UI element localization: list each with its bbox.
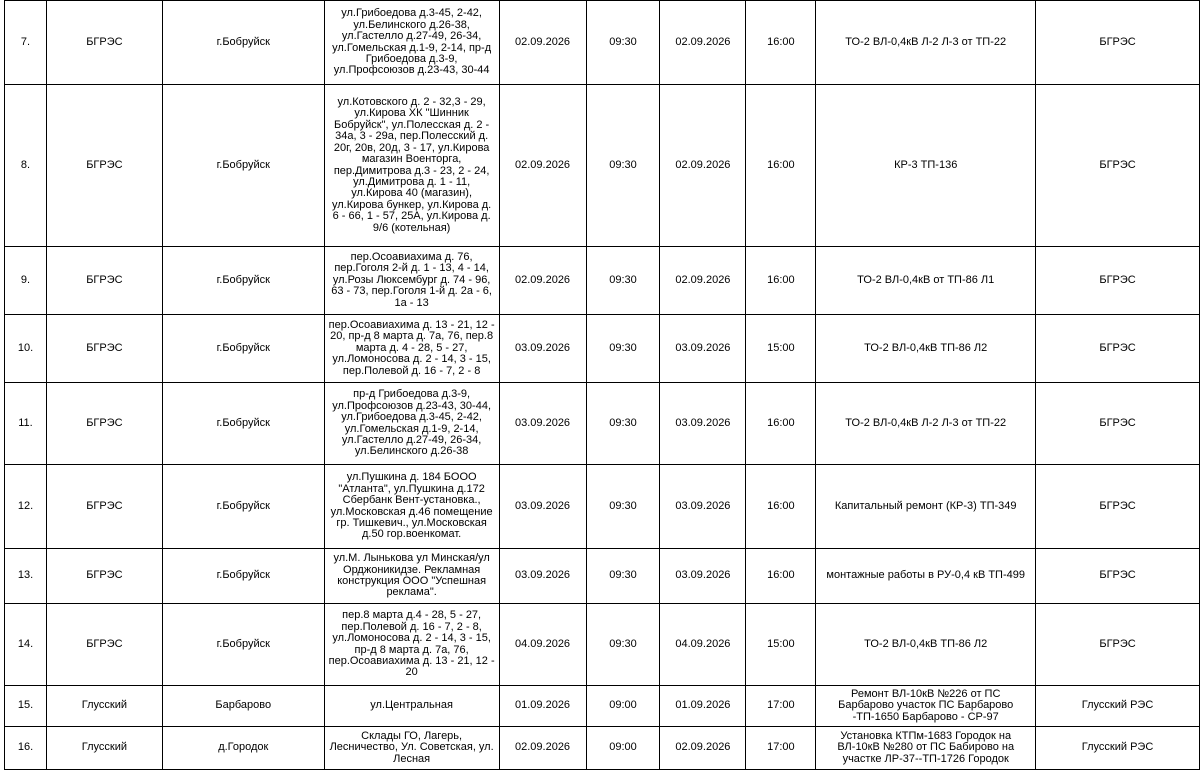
row-number: 8.	[5, 85, 47, 247]
start-time: 09:30	[586, 383, 660, 465]
start-date: 02.09.2026	[499, 85, 586, 247]
work-line: ТО-2 ВЛ-0,4кВ ТП-86 Л2	[864, 341, 988, 354]
locality: г.Бобруйск	[162, 383, 324, 465]
address-line: пр-д 8 марта д. 7а, 76,	[354, 643, 469, 656]
work-line: ТО-2 ВЛ-0,4кВ Л-2 Л-3 от ТП-22	[845, 35, 1007, 48]
end-date: 02.09.2026	[660, 247, 746, 315]
addresses	[324, 465, 499, 549]
table-row	[5, 383, 1200, 465]
work-description	[816, 383, 1036, 465]
address-line: Орджоникидзе. Рекламная	[343, 563, 481, 576]
res-name: БГРЭС	[46, 549, 162, 604]
end-time: 16:00	[746, 465, 816, 549]
work-description	[816, 247, 1036, 315]
work-description	[816, 315, 1036, 383]
work-line: монтажные работы в РУ-0,4 кВ ТП-499	[826, 569, 1025, 582]
res-name: Глусский	[46, 727, 162, 770]
address-line: 1а - 13	[394, 296, 429, 309]
address-line: пер.Осоавиахима д. 13 - 21, 12 -	[328, 654, 495, 667]
address-line: пер.Полевой д. 16 - 7, 2 - 8,	[341, 620, 482, 633]
start-date: 02.09.2026	[499, 727, 586, 770]
work-line: участке ЛР-37--ТП-1726 Городок	[842, 752, 1009, 765]
organization: БГРЭС	[1036, 1, 1200, 85]
locality: г.Бобруйск	[162, 549, 324, 604]
organization: БГРЭС	[1036, 247, 1200, 315]
table-row	[5, 247, 1200, 315]
end-date: 03.09.2026	[660, 383, 746, 465]
start-time: 09:30	[586, 85, 660, 247]
address-line: марта д. 4 - 28, 5 - 27,	[355, 341, 468, 354]
addresses	[324, 686, 499, 727]
organization: БГРЭС	[1036, 315, 1200, 383]
end-time: 16:00	[746, 247, 816, 315]
organization: БГРЭС	[1036, 604, 1200, 686]
work-description	[816, 85, 1036, 247]
start-time: 09:00	[586, 686, 660, 727]
address-line: 9/6 (котельная)	[372, 221, 451, 234]
address-line: реклама".	[386, 586, 437, 599]
address-line: конструкция ООО "Успешная	[337, 575, 487, 587]
end-time: 16:00	[746, 383, 816, 465]
address-line: пер.Гоголя 2-й д. 1 - 13, 4 - 14,	[334, 262, 489, 275]
address-line: пер.8 марта д.4 - 28, 5 - 27,	[342, 609, 482, 622]
address-line: ул.Кирова 40 (магазин),	[351, 187, 473, 200]
work-line: ТО-2 ВЛ-0,4кВ ТП-86 Л2	[864, 637, 988, 650]
res-name: БГРЭС	[46, 315, 162, 383]
table-row	[5, 465, 1200, 549]
address-line: Лесная	[393, 752, 431, 765]
work-description	[816, 465, 1036, 549]
row-number: 15.	[5, 686, 47, 727]
address-line: ул.Центральная	[370, 699, 453, 712]
locality: г.Бобруйск	[162, 247, 324, 315]
start-date: 02.09.2026	[499, 1, 586, 85]
work-description	[816, 727, 1036, 770]
organization: БГРЭС	[1036, 549, 1200, 604]
start-date: 02.09.2026	[499, 247, 586, 315]
row-number: 14.	[5, 604, 47, 686]
start-time: 09:30	[586, 604, 660, 686]
address-line: Лесничество, Ул. Советская, ул.	[329, 741, 494, 754]
address-line: ул.Гастелло д.27-49, 26-34,	[341, 433, 482, 446]
start-date: 04.09.2026	[499, 604, 586, 686]
address-line: ул.Ломоносова д. 2 - 14, 3 - 15,	[332, 632, 491, 645]
start-time: 09:00	[586, 727, 660, 770]
start-time: 09:30	[586, 465, 660, 549]
end-date: 03.09.2026	[660, 549, 746, 604]
work-line: Ремонт ВЛ-10кВ №226 от ПС	[851, 687, 1001, 700]
locality: г.Бобруйск	[162, 1, 324, 85]
table-row	[5, 315, 1200, 383]
address-line: ул.М. Лынькова ул Минская/ул	[333, 552, 490, 565]
address-line: магазин Военторга,	[361, 153, 462, 166]
res-name: БГРЭС	[46, 1, 162, 85]
addresses	[324, 85, 499, 247]
addresses	[324, 604, 499, 686]
work-line: ТО-2 ВЛ-0,4кВ Л-2 Л-3 от ТП-22	[845, 416, 1007, 429]
end-date: 03.09.2026	[660, 315, 746, 383]
end-date: 02.09.2026	[660, 727, 746, 770]
address-line: ул.Белинского д.26-38,	[353, 18, 470, 31]
end-date: 02.09.2026	[660, 1, 746, 85]
start-time: 09:30	[586, 315, 660, 383]
locality: Барбарово	[162, 686, 324, 727]
organization: БГРЭС	[1036, 85, 1200, 247]
addresses	[324, 383, 499, 465]
address-line: ул.Пушкина д. 184 БООО	[346, 471, 477, 484]
addresses	[324, 727, 499, 770]
address-line: ул.Профсоюзов д.23-43, 30-44	[333, 64, 490, 77]
outage-table	[4, 0, 1200, 770]
start-date: 01.09.2026	[499, 686, 586, 727]
table-row	[5, 1, 1200, 85]
locality: г.Бобруйск	[162, 315, 324, 383]
start-date: 03.09.2026	[499, 465, 586, 549]
work-line: Барбарово участок ПС Барбарово	[838, 699, 1014, 712]
row-number: 9.	[5, 247, 47, 315]
address-line: "Атланта", ул.Пушкина д.172	[338, 482, 485, 495]
table-row	[5, 85, 1200, 247]
table-row	[5, 686, 1200, 727]
end-time: 16:00	[746, 549, 816, 604]
address-line: Бобруйск", ул.Полесская д. 2 -	[334, 118, 490, 131]
res-name: БГРЭС	[46, 465, 162, 549]
address-line: пер.Осоавиахима д. 13 - 21, 12 -	[328, 318, 495, 331]
organization: БГРЭС	[1036, 465, 1200, 549]
address-line: пр-д Грибоедова д.3-9,	[353, 388, 471, 401]
res-name: БГРЭС	[46, 85, 162, 247]
address-line: Грибоедова д.3-9,	[365, 52, 458, 65]
end-date: 01.09.2026	[660, 686, 746, 727]
work-line: ТО-2 ВЛ-0,4кВ от ТП-86 Л1	[857, 273, 995, 286]
table-row	[5, 549, 1200, 604]
address-line: ул.Белинского д.26-38	[354, 445, 469, 458]
address-line: ул.Кирова бункер, ул.Кирова д.	[332, 198, 492, 211]
address-line: 20	[405, 666, 418, 679]
address-line: д.50 гор.военкомат.	[362, 528, 462, 541]
row-number: 11.	[5, 383, 47, 465]
address-line: пер.Осоавиахима д. 76,	[350, 250, 473, 263]
work-description	[816, 686, 1036, 727]
start-time: 09:30	[586, 247, 660, 315]
addresses	[324, 549, 499, 604]
work-line: -ТП-1650 Барбарово - СР-97	[852, 710, 999, 723]
address-line: Сбербанк Вент-установка.,	[342, 494, 481, 507]
work-line: Установка КТПм-1683 Городок на	[840, 729, 1012, 742]
address-line: ул.Грибоедова д.3-45, 2-42,	[341, 7, 482, 20]
row-number: 10.	[5, 315, 47, 383]
table-row	[5, 727, 1200, 770]
row-number: 13.	[5, 549, 47, 604]
start-time: 09:30	[586, 1, 660, 85]
address-line: ул.Грибоедова д.3-45, 2-42,	[341, 411, 482, 424]
address-line: 20, пр-д 8 марта д. 7а, 76, пер.8	[330, 330, 494, 343]
address-line: ул.Московская д.46 помещение	[330, 505, 493, 518]
end-time: 17:00	[746, 686, 816, 727]
work-line: Капитальный ремонт (КР-3) ТП-349	[834, 499, 1017, 512]
address-line: 6 - 66, 1 - 57, 25А, ул.Кирова д.	[332, 210, 491, 223]
end-time: 16:00	[746, 85, 816, 247]
start-time: 09:30	[586, 549, 660, 604]
table-row	[5, 604, 1200, 686]
locality: д.Городок	[162, 727, 324, 770]
address-line: ул.Гомельская д.1-9, 2-14,	[344, 422, 479, 435]
work-description	[816, 549, 1036, 604]
outage-schedule	[4, 0, 1200, 770]
row-number: 16.	[5, 727, 47, 770]
res-name: БГРЭС	[46, 247, 162, 315]
res-name: Глусский	[46, 686, 162, 727]
addresses	[324, 1, 499, 85]
work-line: КР-3 ТП-136	[894, 158, 958, 171]
locality: г.Бобруйск	[162, 604, 324, 686]
address-line: ул.Ломоносова д. 2 - 14, 3 - 15,	[332, 353, 491, 366]
end-date: 03.09.2026	[660, 465, 746, 549]
address-line: ул.Гомельская д.1-9, 2-14, пр-д	[332, 41, 492, 54]
addresses	[324, 247, 499, 315]
end-time: 15:00	[746, 604, 816, 686]
work-description	[816, 1, 1036, 85]
address-line: ул.Димитрова д. 1 - 11,	[353, 175, 471, 188]
address-line: 34а, 3 - 29а, пер.Полесский д.	[335, 130, 489, 143]
address-line: ул.Профсоюзов д.23-43, 30-44,	[332, 399, 491, 412]
addresses	[324, 315, 499, 383]
end-time: 17:00	[746, 727, 816, 770]
end-date: 02.09.2026	[660, 85, 746, 247]
organization: Глусский РЭС	[1036, 727, 1200, 770]
start-date: 03.09.2026	[499, 383, 586, 465]
res-name: БГРЭС	[46, 383, 162, 465]
start-date: 03.09.2026	[499, 549, 586, 604]
address-line: 20г, 20в, 20д, 3 - 17, ул.Кирова	[333, 141, 490, 154]
work-line: ВЛ-10кВ №280 от ПС Бабирово на	[837, 741, 1015, 754]
address-line: 63 - 73, пер.Гоголя 1-й д. 2а - 6,	[331, 285, 492, 298]
organization: Глусский РЭС	[1036, 686, 1200, 727]
organization: БГРЭС	[1036, 383, 1200, 465]
end-time: 15:00	[746, 315, 816, 383]
res-name: БГРЭС	[46, 604, 162, 686]
locality: г.Бобруйск	[162, 85, 324, 247]
address-line: ул.Котовского д. 2 - 32,3 - 29,	[337, 96, 486, 109]
start-date: 03.09.2026	[499, 315, 586, 383]
work-description	[816, 604, 1036, 686]
address-line: Склады ГО, Лагерь,	[361, 729, 463, 742]
end-time: 16:00	[746, 1, 816, 85]
row-number: 7.	[5, 1, 47, 85]
row-number: 12.	[5, 465, 47, 549]
address-line: пер.Полевой д. 16 - 7, 2 - 8	[342, 364, 481, 377]
address-line: гр. Тишкевич., ул.Московская	[336, 516, 487, 529]
address-line: пер.Димитрова д.3 - 23, 2 - 24,	[333, 164, 490, 177]
end-date: 04.09.2026	[660, 604, 746, 686]
locality: г.Бобруйск	[162, 465, 324, 549]
address-line: ул.Гастелло д.27-49, 26-34,	[341, 30, 482, 43]
address-line: ул.Кирова ХК "Шинник	[354, 107, 469, 120]
address-line: ул.Розы Люксембург д. 74 - 96,	[332, 273, 491, 286]
